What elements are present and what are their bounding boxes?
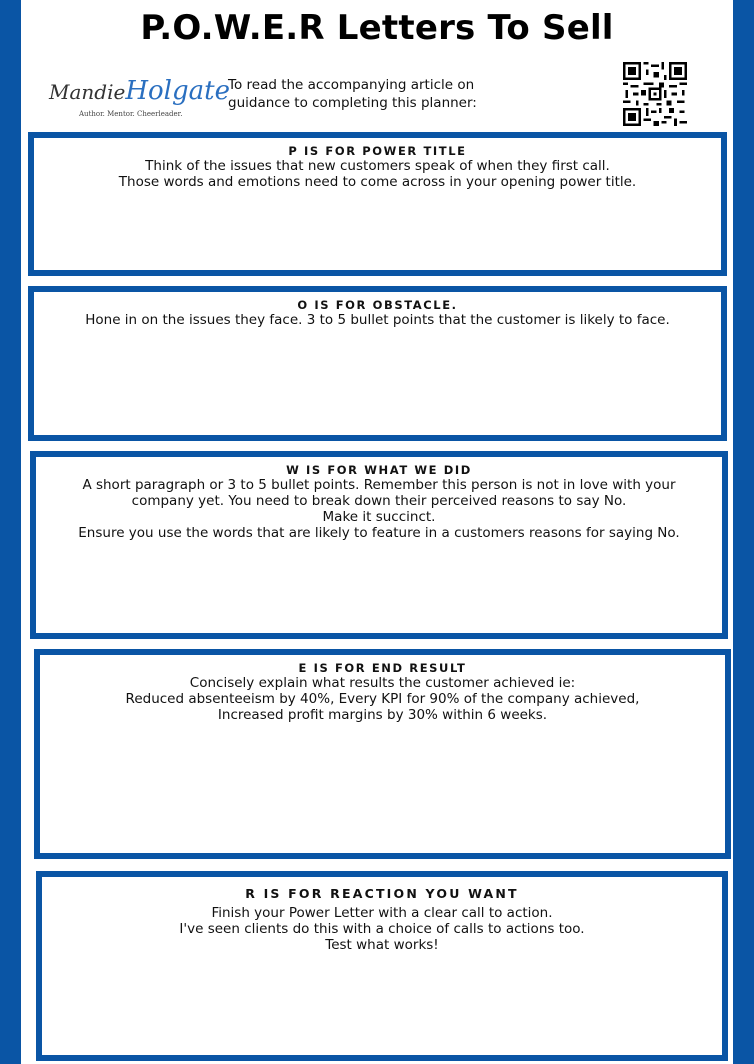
section-body [42, 905, 722, 953]
page-title: P.O.W.E.R Letters To Sell [140, 8, 614, 48]
intro-line: To read the accompanying article on [228, 77, 475, 93]
section-line: Finish your Power Letter with a clear call to action. [211, 905, 553, 921]
section-line: Think of the issues that new customers speak of when they first call. [145, 158, 610, 174]
section-heading: W IS FOR WHAT WE DID [286, 463, 472, 477]
section-line: company yet. You need to break down their perceived reasons to say No. [131, 493, 627, 509]
section-heading: P IS FOR POWER TITLE [288, 144, 467, 158]
section-line: Those words and emotions need to come across in your opening power title. [118, 174, 637, 190]
section-reaction[interactable] [36, 871, 728, 1061]
logo-last-name: Holgate [125, 76, 230, 106]
section-what-we-did[interactable] [30, 451, 728, 639]
qr-code-icon[interactable] [623, 62, 687, 126]
logo-tagline: Author. Mentor. Cheerleader. [79, 110, 183, 118]
section-heading: O IS FOR OBSTACLE. [297, 298, 458, 312]
section-line: Increased profit margins by 30% within 6 weeks. [217, 707, 548, 723]
logo-first-name: Mandie [49, 80, 126, 104]
section-line: Concisely explain what results the customer achieved ie: [189, 675, 576, 691]
section-obstacle[interactable] [28, 286, 727, 441]
logo-name [49, 76, 230, 106]
brand-logo [49, 72, 230, 122]
planner-page [21, 0, 733, 1064]
section-line: Test what works! [325, 937, 439, 953]
section-heading: E IS FOR END RESULT [298, 661, 467, 675]
section-line: A short paragraph or 3 to 5 bullet points. Remember this person is not in love with your [82, 477, 676, 493]
intro-line: guidance to completing this planner: [228, 95, 477, 111]
section-power-title[interactable] [28, 132, 727, 276]
section-line: Reduced absenteeism by 40%, Every KPI for 90% of the company achieved, [125, 691, 640, 707]
section-body [34, 312, 721, 328]
section-body [40, 675, 725, 723]
section-line: Ensure you use the words that are likely to feature in a customers reasons for saying No. [78, 525, 680, 541]
section-line: Hone in on the issues they face. 3 to 5 bullet points that the customer is likely to face. [85, 312, 670, 328]
section-heading: R IS FOR REACTION YOU WANT [245, 886, 519, 901]
section-line: I've seen clients do this with a choice of calls to actions too. [179, 921, 585, 937]
article-intro [228, 76, 548, 112]
section-body [36, 477, 722, 541]
section-line: Make it succinct. [322, 509, 436, 525]
section-end-result[interactable] [34, 649, 731, 859]
section-body [34, 158, 721, 190]
